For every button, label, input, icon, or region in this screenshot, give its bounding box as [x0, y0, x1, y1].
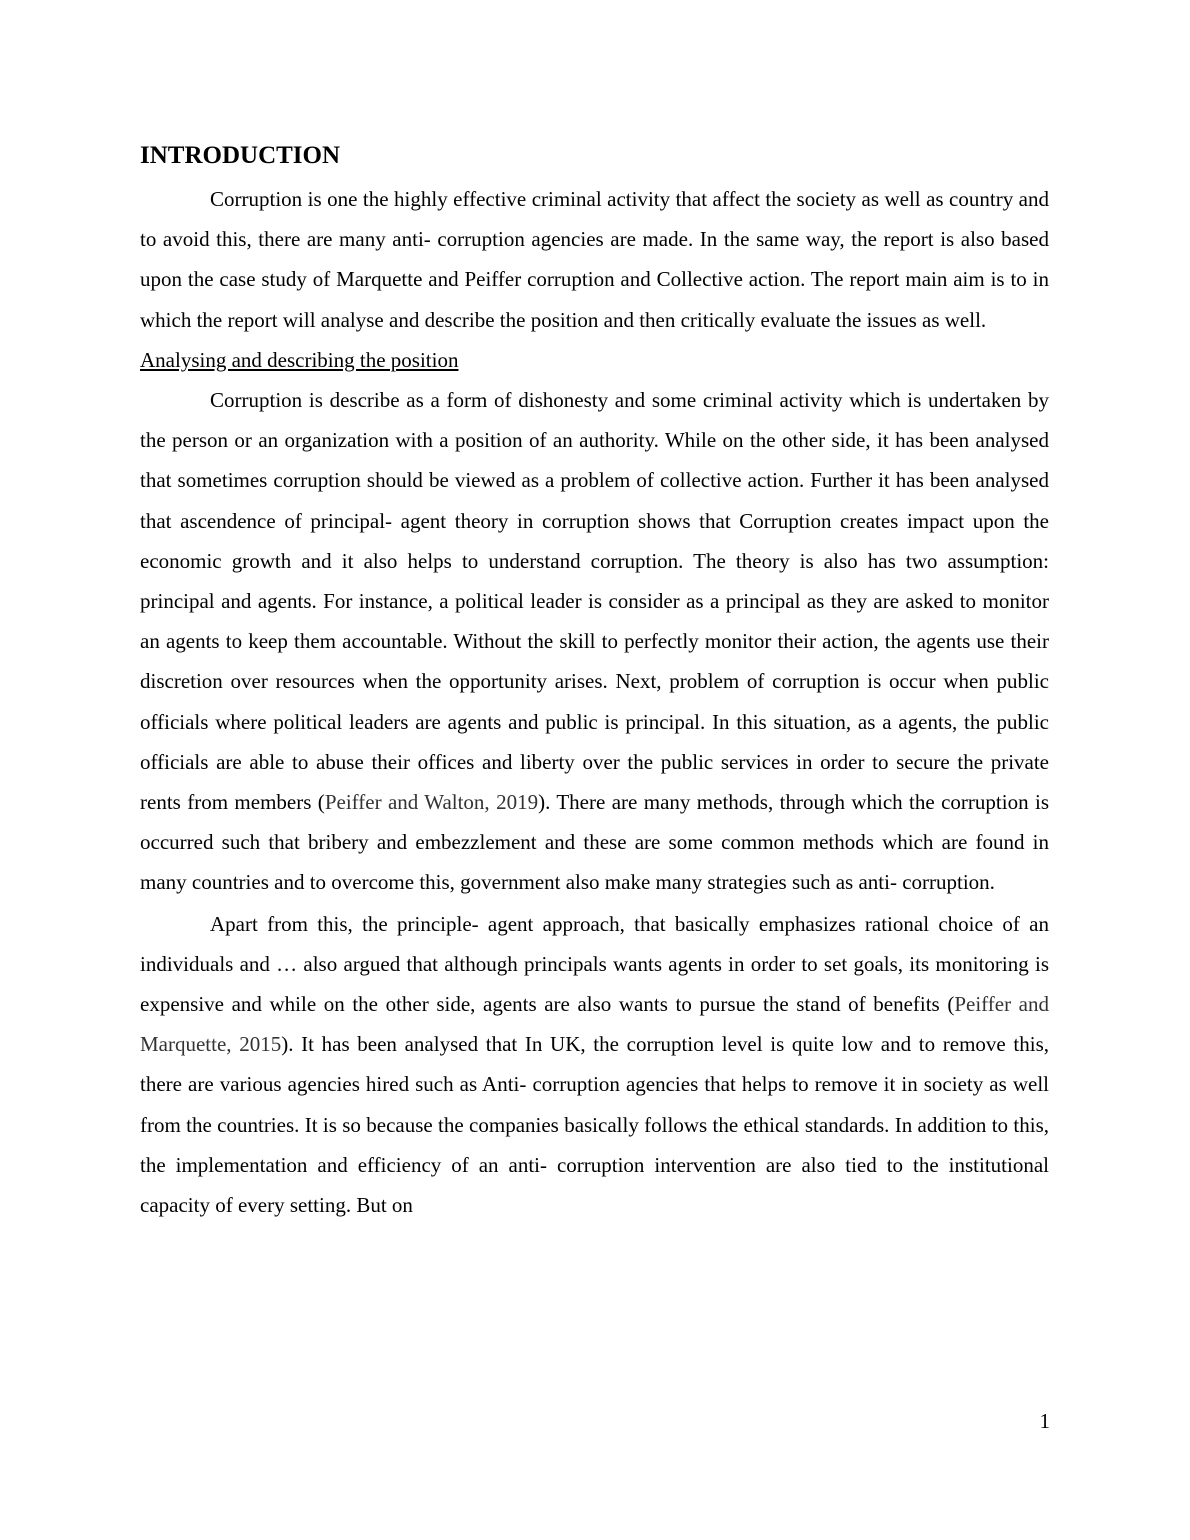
section-heading: INTRODUCTION — [140, 142, 341, 169]
body-paragraph-approach — [140, 904, 1049, 1226]
citation: Peiffer and Marquette, 2015 — [140, 992, 1049, 1057]
paragraph-text: Corruption is describe as a form of dishonesty and some criminal activity which is undertaken by the person or an organization with a position of an authority. While on the other side, it has been analysed that sometimes corruption should be viewed as a problem of collective action. Further it has been analysed that ascendence of principal- agent theory in corruption shows that Corruption creates impact upon the economic growth and it also helps to understand corruption. The theory is also has two assumption: principal and agents. For instance, a political leader is consider as a principal as they are asked to monitor an agents to keep them accountable. Without the skill to perfectly monitor their action, the agents use their discretion over resources when the opportunity arises. Next, problem of corruption is occur when public officials where political leaders are agents and public is principal. In this situation, as a agents, the public officials are able to abuse their offices and liberty over the public services in order to secure the private rents from members ( — [140, 388, 1049, 815]
body-paragraph-principal-agent — [140, 380, 1049, 903]
page-content — [140, 139, 1049, 1225]
page-number: 1 — [1039, 1409, 1050, 1433]
paragraph-text: Apart from this, the principle- agent approach, that basically emphasizes rational choice of an individuals and … also argued that although principals wants agents in order to set goals, its monitoring is expensive and while on the other side, agents are also wants to pursue the stand of benefits ( — [140, 911, 1049, 1017]
paragraph-text: ). There are many methods, through which the corruption is occurred such that bribery and embezzlement and these are some common methods which are found in many countries and to overcome this, government also make many strategies such as anti- corruption. — [140, 790, 1049, 895]
citation: Peiffer and Walton, 2019 — [324, 790, 539, 815]
intro-paragraph: Corruption is one the highly effective criminal activity that affect the society as well as country and to avoid this, there are many anti- corruption agencies are made. In the same way, the report is also based upon the case study of Marquette and Peiffer corruption and Collective action. The report main aim is to in which the report will analyse and describe the position and then critically evaluate the issues as well. — [140, 187, 1049, 332]
paragraph-text: ). It has been analysed that In UK, the corruption level is quite low and to remove this, there are various agencies hired such as Anti- corruption agencies that helps to remove it in society as well from the countries. It is so because the companies basically follows the ethical standards. In addition to this, the implementation and efficiency of an anti- corruption intervention are also tied to the institutional capacity of every setting. But on — [140, 1032, 1049, 1218]
subsection-heading: Analysing and describing the position — [140, 347, 459, 372]
